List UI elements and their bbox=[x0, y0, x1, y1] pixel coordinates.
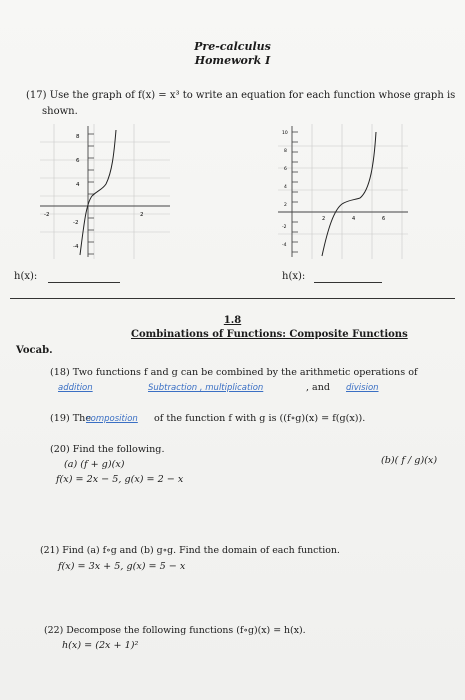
left-y-tick: 6 bbox=[76, 158, 80, 164]
left-x-tick: 2 bbox=[140, 212, 144, 218]
q19-prefix: (19) The bbox=[50, 413, 91, 424]
graph-right bbox=[278, 124, 408, 259]
q21-given: f(x) = 3x + 5, g(x) = 5 − x bbox=[58, 561, 186, 572]
q19-answer: composition bbox=[86, 414, 138, 424]
left-cubic-curve bbox=[80, 130, 116, 255]
q20-part-a: (a) (f + g)(x) bbox=[64, 459, 125, 470]
section-title: Combinations of Functions: Composite Functions bbox=[131, 329, 408, 340]
right-y-tick: 6 bbox=[284, 167, 287, 172]
left-y-tick: -4 bbox=[73, 244, 79, 250]
right-x-tick: 4 bbox=[352, 216, 356, 222]
q22-given: h(x) = (2x + 1)² bbox=[62, 640, 139, 651]
q20-part-b: (b)( f / g)(x) bbox=[381, 455, 438, 466]
q22-prompt: (22) Decompose the following functions (f∘g)(x) = h(x). bbox=[44, 625, 306, 636]
right-x-tick: 6 bbox=[382, 216, 386, 222]
q18-prompt: (18) Two functions f and g can be combined by the arithmetic operations of bbox=[50, 367, 418, 378]
q17-prompt-line1: (17) Use the graph of f(x) = x³ to write an equation for each function whose graph is bbox=[26, 90, 456, 101]
vocab-heading: Vocab. bbox=[16, 345, 53, 356]
q17-prompt-line2: shown. bbox=[42, 106, 78, 117]
q17-answer-right-label: h(x): bbox=[282, 271, 306, 282]
q18-answer-1: addition bbox=[58, 383, 93, 393]
section-divider bbox=[10, 298, 455, 299]
q17-answer-left-label: h(x): bbox=[14, 271, 38, 282]
left-y-tick: -2 bbox=[73, 220, 79, 226]
section-number: 1.8 bbox=[223, 315, 242, 326]
q17-answer-left-blank[interactable] bbox=[48, 282, 120, 283]
right-y-tick: 8 bbox=[284, 149, 287, 154]
right-y-tick: 10 bbox=[282, 131, 288, 136]
q20-given: f(x) = 2x − 5, g(x) = 2 − x bbox=[56, 474, 184, 485]
right-y-tick: -2 bbox=[282, 225, 287, 230]
q18-answer-2: Subtraction , multiplication bbox=[148, 383, 264, 393]
q18-answer-3: division bbox=[346, 383, 379, 393]
graph-left bbox=[40, 124, 170, 259]
left-y-tick: 4 bbox=[76, 182, 80, 188]
q17-answer-right-blank[interactable] bbox=[314, 282, 382, 283]
left-y-tick: 8 bbox=[76, 134, 80, 140]
left-x-tick: -2 bbox=[44, 212, 50, 218]
q20-prompt: (20) Find the following. bbox=[50, 444, 165, 455]
right-x-tick: 2 bbox=[322, 216, 326, 222]
right-y-tick: -4 bbox=[282, 243, 287, 248]
course-title: Pre-calculus bbox=[194, 40, 271, 53]
right-y-tick: 4 bbox=[284, 185, 287, 190]
q19-suffix: of the function f with g is ((f∘g)(x) = f(g(x)). bbox=[154, 413, 366, 424]
assignment-title: Homework I bbox=[194, 54, 271, 67]
q18-and: , and bbox=[306, 382, 330, 393]
right-y-tick: 2 bbox=[284, 203, 287, 208]
right-cubic-curve bbox=[322, 132, 376, 256]
q21-prompt: (21) Find (a) f∘g and (b) g∘g. Find the domain of each function. bbox=[40, 545, 340, 556]
